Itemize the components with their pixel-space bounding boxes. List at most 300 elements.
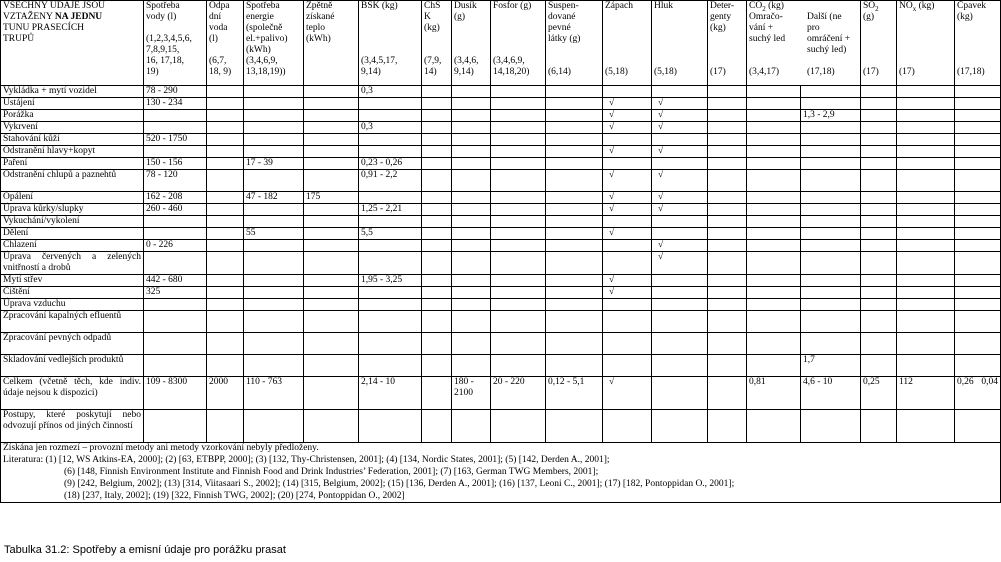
cell-deterg <box>708 110 747 122</box>
cell-energie <box>244 299 304 311</box>
cell-co2a: 0,81 <box>747 377 801 410</box>
cell-voda: 0 - 226 <box>144 240 207 252</box>
cell-chsk <box>422 86 452 98</box>
cell-deterg <box>708 240 747 252</box>
cell-nox <box>897 355 955 377</box>
table-row <box>1 333 1001 355</box>
cell-fosfor <box>491 299 546 311</box>
cell-odpad <box>207 86 244 98</box>
cell-susp <box>546 311 603 333</box>
table-row <box>1 98 1001 110</box>
cell-teplo <box>304 377 359 410</box>
cell-deterg <box>708 98 747 110</box>
cell-chsk <box>422 170 452 192</box>
cell-teplo <box>304 98 359 110</box>
cell-nox <box>897 110 955 122</box>
cell-bsk: 5,5 <box>359 228 422 240</box>
cell-so2 <box>861 355 897 377</box>
cell-susp: 0,12 - 5,1 <box>546 377 603 410</box>
cell-so2 <box>861 252 897 275</box>
cell-nox <box>897 134 955 146</box>
cell-dusik <box>452 410 491 443</box>
cell-susp <box>546 192 603 204</box>
cell-zapach <box>603 333 652 355</box>
cell-co2b <box>801 252 861 275</box>
cell-odpad <box>207 204 244 216</box>
cell-deterg <box>708 377 747 410</box>
table-row <box>1 355 1001 377</box>
header-wastewater: Odpa dní voda (l) (6,7, 18, 9) <box>207 1 244 86</box>
cell-hluk <box>652 333 708 355</box>
cell-deterg <box>708 355 747 377</box>
cell-voda: 325 <box>144 287 207 299</box>
cell-co2b <box>801 86 861 98</box>
cell-teplo <box>304 410 359 443</box>
cell-odpad <box>207 158 244 170</box>
cell-co2b <box>801 299 861 311</box>
notes-row <box>1 479 1001 491</box>
cell-susp <box>546 287 603 299</box>
row-label: Vykuchání/vykolení <box>1 216 144 228</box>
cell-dusik <box>452 158 491 170</box>
cell-so2 <box>861 333 897 355</box>
header-heat: Zpětně získané teplo (kWh) <box>304 1 359 86</box>
cell-so2 <box>861 228 897 240</box>
cell-teplo <box>304 275 359 287</box>
cell-hluk: √ <box>652 122 708 134</box>
cell-energie <box>244 204 304 216</box>
cell-co2a <box>747 240 801 252</box>
cell-nox <box>897 216 955 228</box>
cell-energie <box>244 110 304 122</box>
cell-chsk <box>422 110 452 122</box>
row-label: Skladování vedlejších produktů <box>1 355 144 377</box>
cell-fosfor <box>491 158 546 170</box>
cell-fosfor <box>491 355 546 377</box>
cell-so2 <box>861 192 897 204</box>
row-label: Mytí střev <box>1 275 144 287</box>
cell-bsk <box>359 110 422 122</box>
table-row <box>1 216 1001 228</box>
cell-energie <box>244 410 304 443</box>
cell-so2 <box>861 287 897 299</box>
cell-voda <box>144 252 207 275</box>
cell-teplo <box>304 110 359 122</box>
cell-odpad <box>207 299 244 311</box>
cell-zapach: √ <box>603 122 652 134</box>
cell-zapach <box>603 134 652 146</box>
cell-co2a <box>747 333 801 355</box>
header-scope: VŠECHNY ÚDAJE JSOU VZTAŽENY NA JEDNU TUNU PRASECÍCH TRUPŮ <box>1 1 144 86</box>
cell-co2b <box>801 170 861 192</box>
literature-line: Literatura: (1) [12, WS Atkins-EA, 2000]; (2) [63, ETBPP, 2000]; (3) [132, Thy-Christensen, 2001]; (4) [134, Nordic States, 2001]; (5) [142, Derden A., 2001]; <box>1 455 1001 467</box>
cell-susp <box>546 122 603 134</box>
cell-so2 <box>861 275 897 287</box>
cell-so2 <box>861 146 897 158</box>
cell-co2b: 1,3 - 2,9 <box>801 110 861 122</box>
row-label: Úprava kůrky/slupky <box>1 204 144 216</box>
row-label: Odstranění hlavy+kopyt <box>1 146 144 158</box>
cell-co2b <box>801 134 861 146</box>
cell-energie <box>244 216 304 228</box>
cell-susp <box>546 146 603 158</box>
cell-cpav <box>955 158 1001 170</box>
header-water: Spotřeba vody (l) (1,2,3,4,5,6, 7,8,9,15, 16, 17,18, 19) <box>144 1 207 86</box>
cell-deterg <box>708 228 747 240</box>
cell-nox <box>897 146 955 158</box>
cell-cpav <box>955 98 1001 110</box>
cell-co2a <box>747 410 801 443</box>
cell-dusik <box>452 299 491 311</box>
cell-zapach: √ <box>603 377 652 410</box>
row-label: Čištění <box>1 287 144 299</box>
header-so2: $SO_2$ (g) (17) <box>861 1 897 86</box>
cell-bsk <box>359 98 422 110</box>
cell-chsk <box>422 355 452 377</box>
table-row <box>1 110 1001 122</box>
cell-odpad <box>207 275 244 287</box>
cell-chsk <box>422 122 452 134</box>
cell-co2b <box>801 240 861 252</box>
cell-odpad <box>207 122 244 134</box>
cell-hluk: √ <box>652 170 708 192</box>
header-phosphorus: Fosfor (g) (3,4,6,9, 14,18,20) <box>491 1 546 86</box>
cell-deterg <box>708 287 747 299</box>
cell-deterg <box>708 299 747 311</box>
cell-odpad <box>207 146 244 158</box>
cell-dusik <box>452 86 491 98</box>
cell-energie <box>244 98 304 110</box>
cell-cpav <box>955 287 1001 299</box>
cell-zapach: √ <box>603 98 652 110</box>
cell-cpav <box>955 275 1001 287</box>
cell-energie <box>244 252 304 275</box>
cell-co2a <box>747 275 801 287</box>
header-odour: Zápach (5,18) <box>603 1 652 86</box>
table-row <box>1 275 1001 287</box>
cell-odpad <box>207 216 244 228</box>
header-energy: Spotřeba energie (společně el.+palivo) (kWh) (3,4,6,9, 13,18,19)) <box>244 1 304 86</box>
cell-zapach <box>603 158 652 170</box>
cell-fosfor <box>491 275 546 287</box>
notes-row <box>1 455 1001 467</box>
row-label: Postupy, které poskytují nebo odvozují přínos od jiných činností <box>1 410 144 443</box>
cell-fosfor <box>491 134 546 146</box>
cell-hluk: √ <box>652 252 708 275</box>
cell-voda <box>144 146 207 158</box>
cell-deterg <box>708 275 747 287</box>
cell-odpad <box>207 252 244 275</box>
cell-dusik <box>452 240 491 252</box>
cell-bsk <box>359 240 422 252</box>
cell-bsk <box>359 146 422 158</box>
header-chsk: ChS K (kg) (7,9, 14) <box>422 1 452 86</box>
table-row <box>1 377 1001 410</box>
cell-co2a <box>747 299 801 311</box>
cell-voda: 109 - 8300 <box>144 377 207 410</box>
cell-co2a <box>747 287 801 299</box>
cell-nox <box>897 86 955 98</box>
row-label: Paření <box>1 158 144 170</box>
cell-so2: 0,25 <box>861 377 897 410</box>
cell-fosfor <box>491 228 546 240</box>
row-label: Vykrvení <box>1 122 144 134</box>
header-co2: $CO_2$ (kg) Omračo- vání + suchý led (3,4,17) Další (ne pro omráčení + suchý led) (17,18) <box>747 1 861 86</box>
cell-zapach <box>603 252 652 275</box>
cell-chsk <box>422 134 452 146</box>
cell-deterg <box>708 252 747 275</box>
cell-co2b <box>801 192 861 204</box>
cell-cpav <box>955 252 1001 275</box>
cell-voda <box>144 122 207 134</box>
row-label: Chlazení <box>1 240 144 252</box>
cell-dusik <box>452 216 491 228</box>
cell-deterg <box>708 158 747 170</box>
cell-deterg <box>708 170 747 192</box>
cell-zapach <box>603 86 652 98</box>
cell-hluk: √ <box>652 192 708 204</box>
cell-bsk: 0,3 <box>359 122 422 134</box>
cell-teplo <box>304 287 359 299</box>
cell-chsk <box>422 240 452 252</box>
cell-nox <box>897 333 955 355</box>
cell-odpad <box>207 192 244 204</box>
cell-susp <box>546 98 603 110</box>
cell-hluk <box>652 287 708 299</box>
header-ammonia: Čpavek (kg) (17,18) <box>955 1 1001 86</box>
cell-deterg <box>708 192 747 204</box>
cell-energie <box>244 333 304 355</box>
cell-bsk <box>359 299 422 311</box>
cell-nox <box>897 287 955 299</box>
cell-voda <box>144 333 207 355</box>
cell-teplo <box>304 228 359 240</box>
cell-fosfor <box>491 98 546 110</box>
cell-energie <box>244 86 304 98</box>
cell-susp <box>546 252 603 275</box>
cell-bsk <box>359 134 422 146</box>
cell-co2b: 4,6 - 10 <box>801 377 861 410</box>
cell-voda: 162 - 208 <box>144 192 207 204</box>
table-row <box>1 410 1001 443</box>
cell-energie <box>244 134 304 146</box>
cell-chsk <box>422 146 452 158</box>
cell-energie <box>244 122 304 134</box>
cell-odpad <box>207 228 244 240</box>
cell-susp <box>546 355 603 377</box>
cell-dusik <box>452 252 491 275</box>
row-label: Zpracování kapalných efluentů <box>1 311 144 333</box>
cell-teplo <box>304 122 359 134</box>
row-label: Úprava červených a zelených vnitřností a drobů <box>1 252 144 275</box>
cell-so2 <box>861 122 897 134</box>
table-row <box>1 146 1001 158</box>
literature-line: (18) [237, Italy, 2002]; (19) [322, Finnish TWG, 2002]; (20) [274, Pontoppidan O., 2002] <box>1 491 1001 503</box>
cell-energie <box>244 355 304 377</box>
cell-susp <box>546 134 603 146</box>
cell-dusik <box>452 275 491 287</box>
cell-co2a <box>747 228 801 240</box>
cell-susp <box>546 333 603 355</box>
cell-chsk <box>422 311 452 333</box>
cell-dusik <box>452 311 491 333</box>
cell-fosfor: 20 - 220 <box>491 377 546 410</box>
row-label: Opálení <box>1 192 144 204</box>
cell-voda: 130 - 234 <box>144 98 207 110</box>
cell-odpad <box>207 287 244 299</box>
cell-chsk <box>422 299 452 311</box>
cell-hluk <box>652 216 708 228</box>
cell-bsk <box>359 410 422 443</box>
cell-co2b <box>801 311 861 333</box>
cell-fosfor <box>491 110 546 122</box>
cell-dusik <box>452 192 491 204</box>
cell-fosfor <box>491 122 546 134</box>
cell-chsk <box>422 228 452 240</box>
row-label: Ustájení <box>1 98 144 110</box>
cell-deterg <box>708 333 747 355</box>
cell-zapach <box>603 355 652 377</box>
row-label: Celkem (včetně těch, kde indiv. údaje nejsou k dispozici) <box>1 377 144 410</box>
table-row <box>1 122 1001 134</box>
cell-dusik <box>452 110 491 122</box>
cell-dusik <box>452 134 491 146</box>
cell-susp <box>546 110 603 122</box>
cell-odpad: 2000 <box>207 377 244 410</box>
cell-odpad <box>207 355 244 377</box>
cell-nox <box>897 252 955 275</box>
cell-so2 <box>861 98 897 110</box>
cell-voda: 260 - 460 <box>144 204 207 216</box>
cell-fosfor <box>491 240 546 252</box>
table-row <box>1 252 1001 275</box>
cell-co2a <box>747 355 801 377</box>
cell-hluk: √ <box>652 146 708 158</box>
cell-voda <box>144 228 207 240</box>
cell-bsk: 1,95 - 3,25 <box>359 275 422 287</box>
header-noise: Hluk (5,18) <box>652 1 708 86</box>
cell-voda: 78 - 120 <box>144 170 207 192</box>
cell-fosfor <box>491 311 546 333</box>
cell-energie <box>244 287 304 299</box>
cell-energie: 17 - 39 <box>244 158 304 170</box>
cell-co2b <box>801 410 861 443</box>
cell-so2 <box>861 299 897 311</box>
cell-dusik <box>452 122 491 134</box>
cell-cpav <box>955 146 1001 158</box>
cell-ammonia-value: 0,26 <box>957 377 974 387</box>
cell-deterg <box>708 86 747 98</box>
cell-voda <box>144 410 207 443</box>
cell-teplo <box>304 299 359 311</box>
cell-teplo <box>304 333 359 355</box>
cell-deterg <box>708 134 747 146</box>
cell-susp <box>546 410 603 443</box>
cell-hluk <box>652 275 708 287</box>
table-row <box>1 204 1001 216</box>
cell-so2 <box>861 240 897 252</box>
cell-deterg <box>708 311 747 333</box>
cell-cpav <box>955 377 1001 410</box>
cell-chsk <box>422 216 452 228</box>
cell-energie <box>244 146 304 158</box>
cell-susp <box>546 228 603 240</box>
cell-voda <box>144 311 207 333</box>
cell-co2a <box>747 311 801 333</box>
cell-cpav <box>955 240 1001 252</box>
cell-energie <box>244 275 304 287</box>
cell-extra-value: 0,04 <box>981 377 999 387</box>
cell-nox <box>897 299 955 311</box>
cell-nox <box>897 410 955 443</box>
cell-cpav <box>955 299 1001 311</box>
cell-nox <box>897 158 955 170</box>
cell-odpad <box>207 134 244 146</box>
table-row <box>1 192 1001 204</box>
cell-cpav <box>955 204 1001 216</box>
cell-nox <box>897 228 955 240</box>
table-row <box>1 134 1001 146</box>
cell-hluk <box>652 134 708 146</box>
cell-co2b: 1,7 <box>801 355 861 377</box>
cell-odpad <box>207 110 244 122</box>
cell-susp <box>546 216 603 228</box>
cell-zapach <box>603 299 652 311</box>
cell-dusik <box>452 228 491 240</box>
cell-co2b <box>801 275 861 287</box>
cell-nox <box>897 311 955 333</box>
cell-hluk <box>652 86 708 98</box>
table-row <box>1 299 1001 311</box>
cell-cpav <box>955 110 1001 122</box>
cell-co2a <box>747 252 801 275</box>
cell-energie: 47 - 182 <box>244 192 304 204</box>
cell-chsk <box>422 192 452 204</box>
literature-line: (6) [148, Finnish Environment Institute and Finnish Food and Drink Industries’ Federation, 2001]; (7) [163, German TWG Members, 2001]; <box>1 467 1001 479</box>
cell-so2 <box>861 170 897 192</box>
cell-chsk <box>422 158 452 170</box>
notes-row <box>1 467 1001 479</box>
cell-fosfor <box>491 86 546 98</box>
table-row <box>1 158 1001 170</box>
cell-deterg <box>708 410 747 443</box>
cell-energie: 110 - 763 <box>244 377 304 410</box>
cell-voda: 78 - 290 <box>144 86 207 98</box>
row-label: Stahování kůží <box>1 134 144 146</box>
cell-zapach: √ <box>603 192 652 204</box>
cell-co2a <box>747 146 801 158</box>
cell-voda <box>144 216 207 228</box>
cell-so2 <box>861 216 897 228</box>
cell-teplo <box>304 134 359 146</box>
cell-bsk <box>359 355 422 377</box>
cell-nox <box>897 275 955 287</box>
cell-co2b <box>801 146 861 158</box>
cell-nox <box>897 240 955 252</box>
cell-fosfor <box>491 192 546 204</box>
cell-teplo <box>304 311 359 333</box>
cell-bsk <box>359 311 422 333</box>
cell-so2 <box>861 311 897 333</box>
cell-energie <box>244 311 304 333</box>
cell-voda <box>144 110 207 122</box>
cell-teplo <box>304 146 359 158</box>
cell-teplo <box>304 170 359 192</box>
cell-teplo <box>304 355 359 377</box>
cell-cpav <box>955 228 1001 240</box>
cell-co2a <box>747 216 801 228</box>
cell-dusik <box>452 170 491 192</box>
